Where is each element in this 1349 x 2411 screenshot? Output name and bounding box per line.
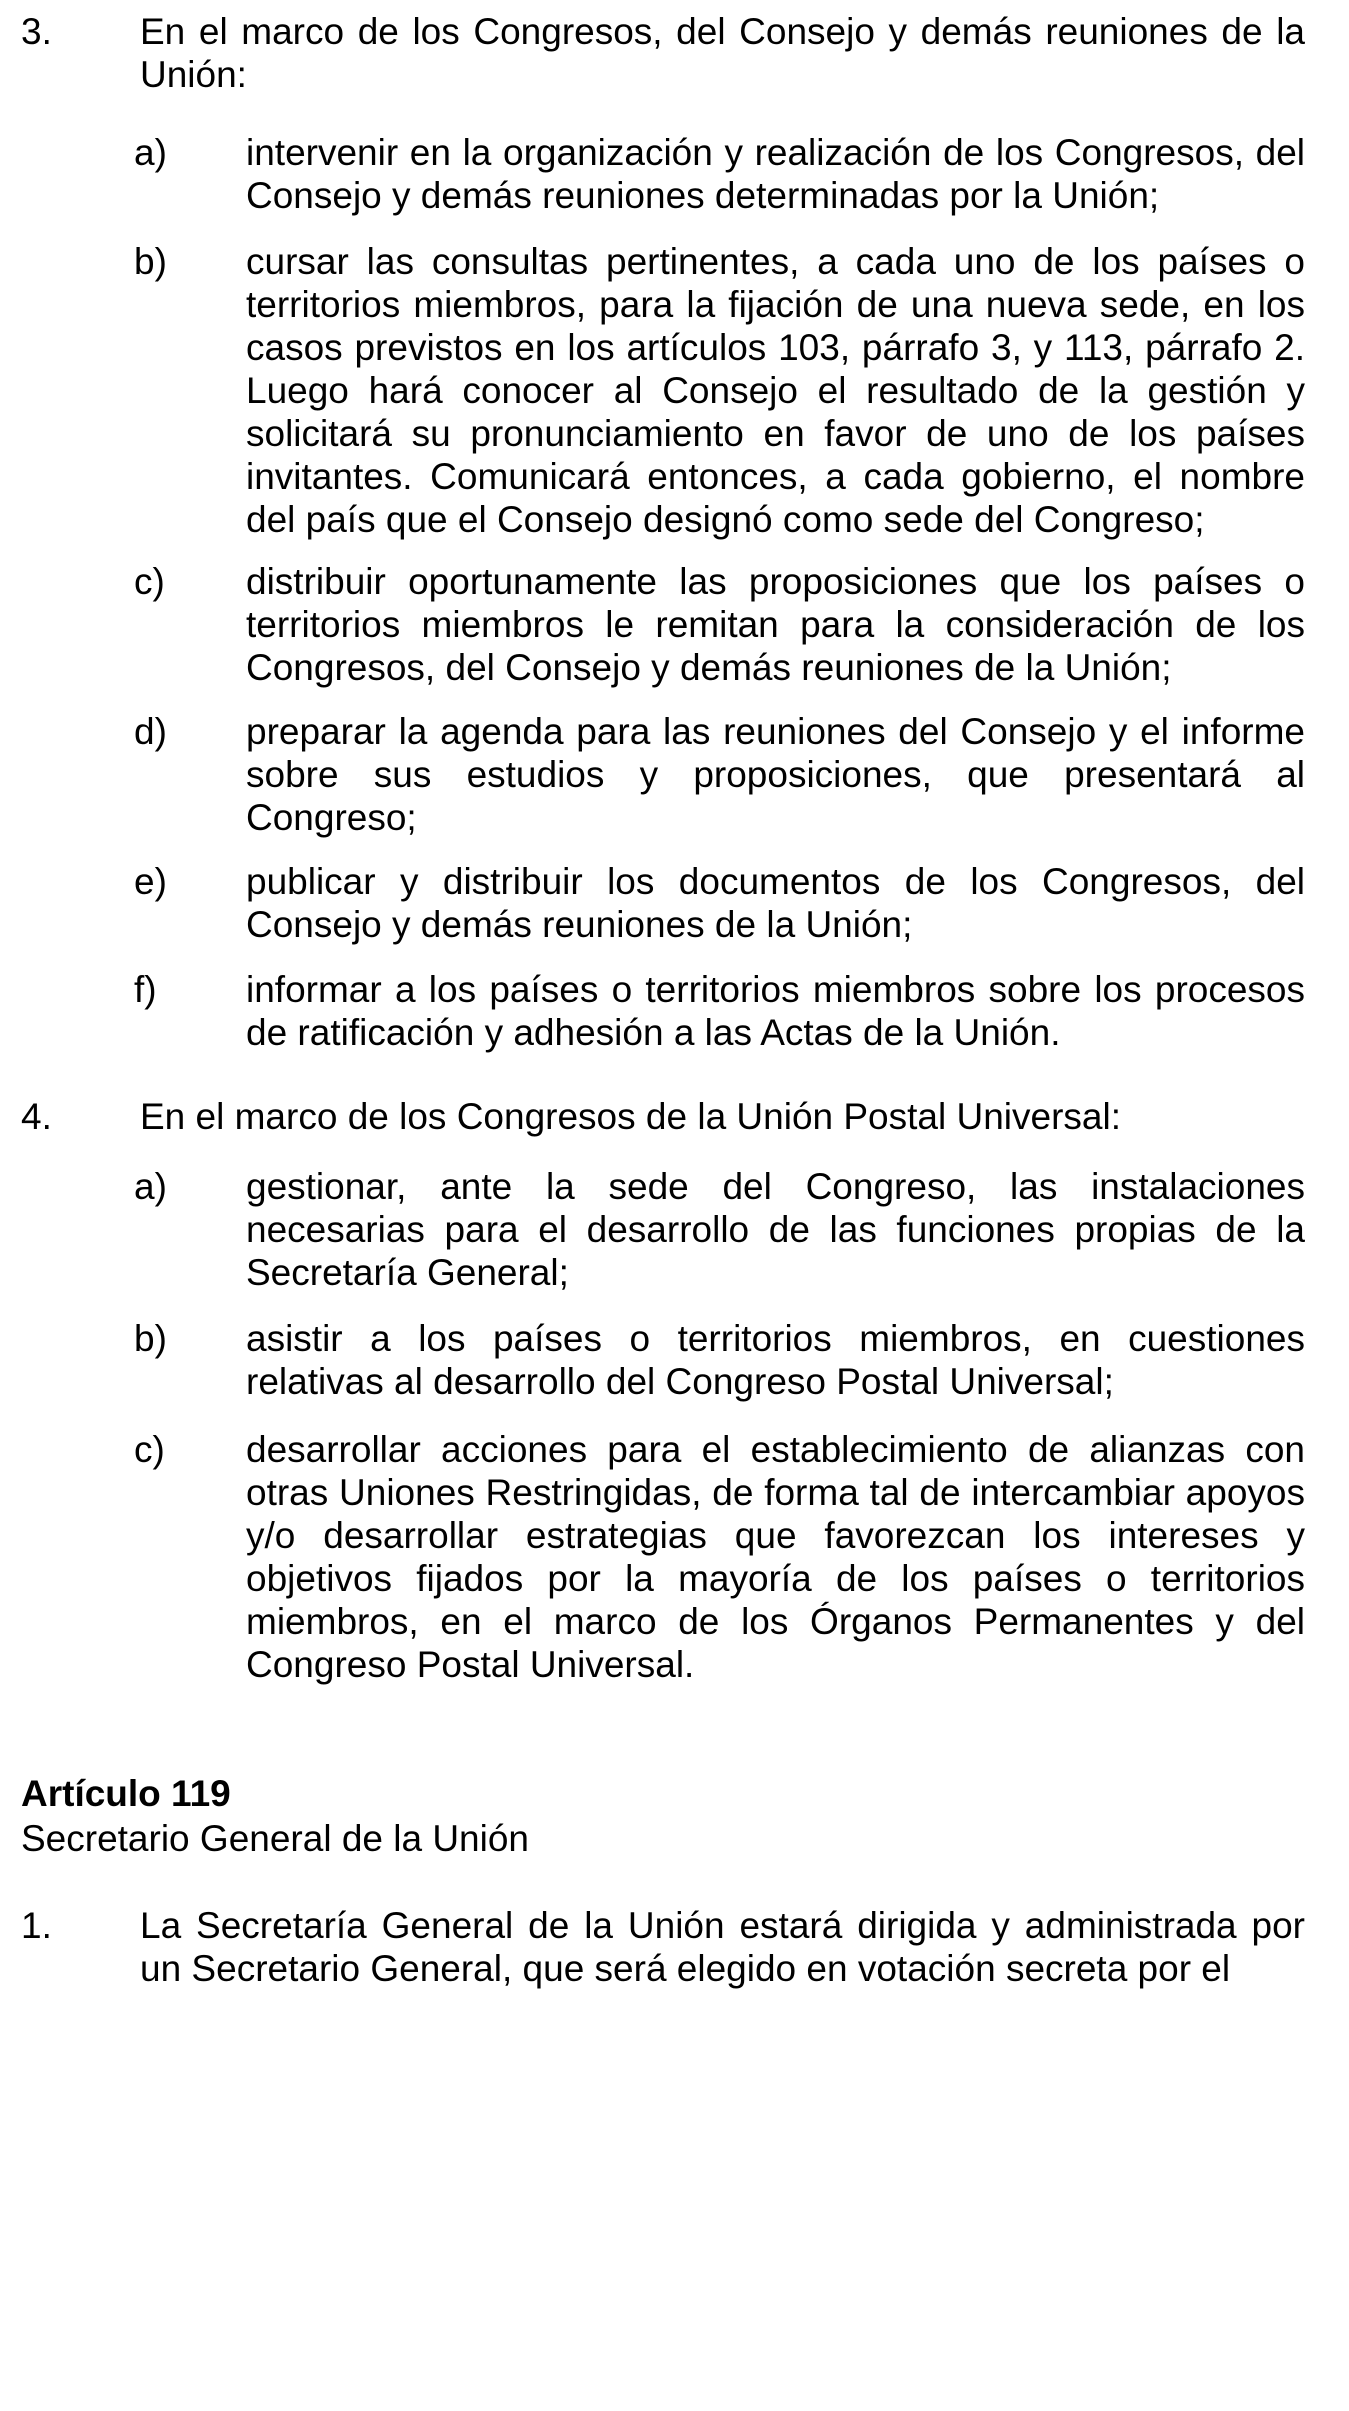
list-item-letter: b) — [134, 1318, 167, 1359]
list-item-text: desarrollar acciones para el establecimiento de alianzas con otras Uniones Restringidas, de forma tal de intercambiar apoyos y/o desarrollar estrategias que favorezcan los intereses y objetivos fijados por la mayoría de los países o territorios miembros, en el marco de los Órganos Permanentes y del Congreso Postal Universal. — [246, 1429, 1305, 1685]
list-item-letter: a) — [134, 132, 167, 173]
list-item-letter: f) — [134, 969, 157, 1010]
list-item-text: asistir a los países o territorios miembros, en cuestiones relativas al desarrollo del Congreso Postal Universal; — [246, 1318, 1305, 1402]
list-item-letter: a) — [134, 1166, 167, 1207]
list-item-text: intervenir en la organización y realización de los Congresos, del Consejo y demás reuniones determinadas por la Unión; — [246, 132, 1305, 216]
list-item-letter: b) — [134, 241, 167, 282]
list-item-letter: c) — [134, 1429, 165, 1470]
list-item-text: cursar las consultas pertinentes, a cada uno de los países o territorios miembros, para la fijación de una nueva sede, en los casos previstos en los artículos 103, párrafo 3, y 113, párrafo 2. Luego hará conocer al Consejo el resultado de la gestión y solicitará su pronunciamiento en favor de uno de los países invitantes. Comunicará entonces, a cada gobierno, el nombre del país que el Consejo designó como sede del Congreso; — [246, 241, 1305, 540]
list-item-letter: e) — [134, 861, 167, 902]
list-item-letter: d) — [134, 711, 167, 752]
article-title: Artículo 119 — [21, 1773, 231, 1814]
paragraph-text: En el marco de los Congresos, del Consejo y demás reuniones de la Unión: — [140, 11, 1305, 95]
list-item-text: informar a los países o territorios miembros sobre los procesos de ratificación y adhesión a las Actas de la Unión. — [246, 969, 1305, 1053]
list-item-text: publicar y distribuir los documentos de los Congresos, del Consejo y demás reuniones de la Unión; — [246, 861, 1305, 945]
paragraph-number: 1. — [21, 1905, 52, 1946]
list-item-letter: c) — [134, 561, 165, 602]
paragraph-text: La Secretaría General de la Unión estará dirigida y administrada por un Secretario General, que será elegido en votación secreta por el — [140, 1905, 1305, 1989]
article-subtitle: Secretario General de la Unión — [21, 1818, 530, 1859]
paragraph-number: 4. — [21, 1096, 52, 1137]
list-item-text: preparar la agenda para las reuniones del Consejo y el informe sobre sus estudios y proposiciones, que presentará al Congreso; — [246, 711, 1305, 838]
paragraph-text: En el marco de los Congresos de la Unión Postal Universal: — [140, 1096, 1121, 1137]
list-item-text: distribuir oportunamente las proposiciones que los países o territorios miembros le remitan para la consideración de los Congresos, del Consejo y demás reuniones de la Unión; — [246, 561, 1305, 688]
paragraph-number: 3. — [21, 11, 52, 52]
list-item-text: gestionar, ante la sede del Congreso, las instalaciones necesarias para el desarrollo de las funciones propias de la Secretaría General; — [246, 1166, 1305, 1293]
